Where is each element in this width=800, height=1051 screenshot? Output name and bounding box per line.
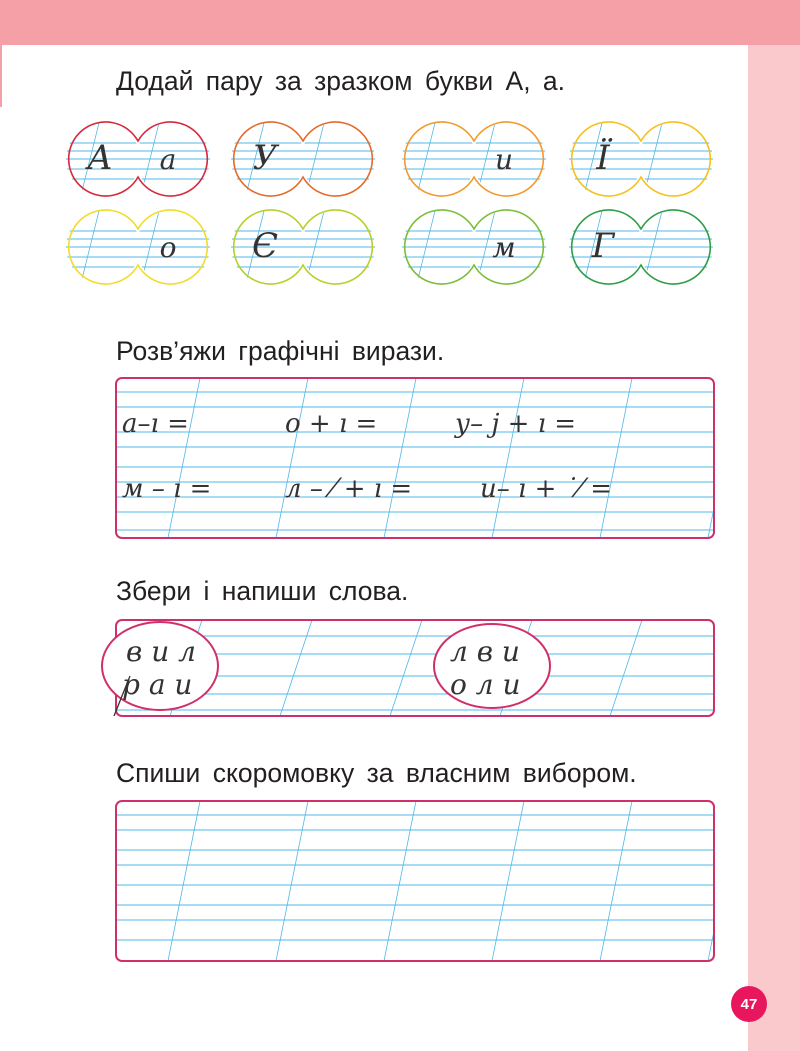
slant-line — [390, 620, 422, 716]
slant-line — [168, 378, 200, 538]
pair-left-letter: Г — [591, 226, 615, 266]
expression-5: л – ⁄ + ı = — [285, 474, 413, 504]
bubble1-line1: в и л — [126, 635, 196, 668]
expression-4: м – ı = — [122, 474, 212, 504]
letter-pair-1 — [58, 114, 218, 204]
slant-line — [600, 801, 632, 961]
slant-line — [600, 378, 632, 538]
pair-right-letter: а — [159, 143, 177, 176]
pair-right-letter: и — [494, 143, 514, 176]
letter-pair-3 — [394, 114, 554, 204]
slant-line — [280, 620, 312, 716]
page-number: 47 — [731, 986, 767, 1022]
bubble2-line2: о л и — [450, 668, 521, 701]
letter-pair-2 — [223, 114, 383, 204]
expression-3: у– ј + ı = — [455, 409, 577, 439]
writing-box — [110, 795, 722, 967]
pair-right-letter: м — [492, 231, 516, 264]
slant-line — [492, 801, 524, 961]
slant-line — [276, 801, 308, 961]
slant-line — [720, 620, 722, 716]
task1-heading: Додай пару за зразком букви А, а. — [116, 66, 566, 96]
letter-pair-6 — [223, 202, 383, 292]
slant-line — [384, 378, 416, 538]
letter-pair-4 — [561, 114, 721, 204]
task2-heading: Розв’яжи графічні вирази. — [116, 336, 445, 366]
letter-pair-8 — [561, 202, 721, 292]
slant-line — [610, 620, 642, 716]
words-box — [100, 614, 722, 722]
expression-6: и– ı + ˙⁄ = — [480, 474, 613, 504]
slant-line — [384, 801, 416, 961]
pair-left-letter: Ї — [596, 138, 610, 178]
letter-pair-7 — [394, 202, 554, 292]
slant-line — [168, 801, 200, 961]
slant-line — [276, 378, 308, 538]
pair-right-letter: о — [159, 231, 177, 264]
task4-heading: Спиши скоромовку за власним вибором. — [116, 758, 637, 788]
letter-pairs-area — [0, 0, 800, 300]
bubble2-line1: л в и — [450, 635, 520, 668]
expressions-box — [110, 372, 722, 544]
expression-2: о + ı = — [285, 409, 378, 439]
bubble1-line2: р а и — [122, 668, 193, 701]
pair-left-letter: У — [252, 138, 278, 178]
expression-1: а–ı = — [122, 409, 189, 439]
pair-left-letter: А — [87, 138, 113, 178]
slant-line — [492, 378, 524, 538]
letter-pair-5 — [58, 202, 218, 292]
pair-left-letter: Є — [251, 226, 279, 266]
task3-heading: Збери і напиши слова. — [116, 576, 409, 606]
